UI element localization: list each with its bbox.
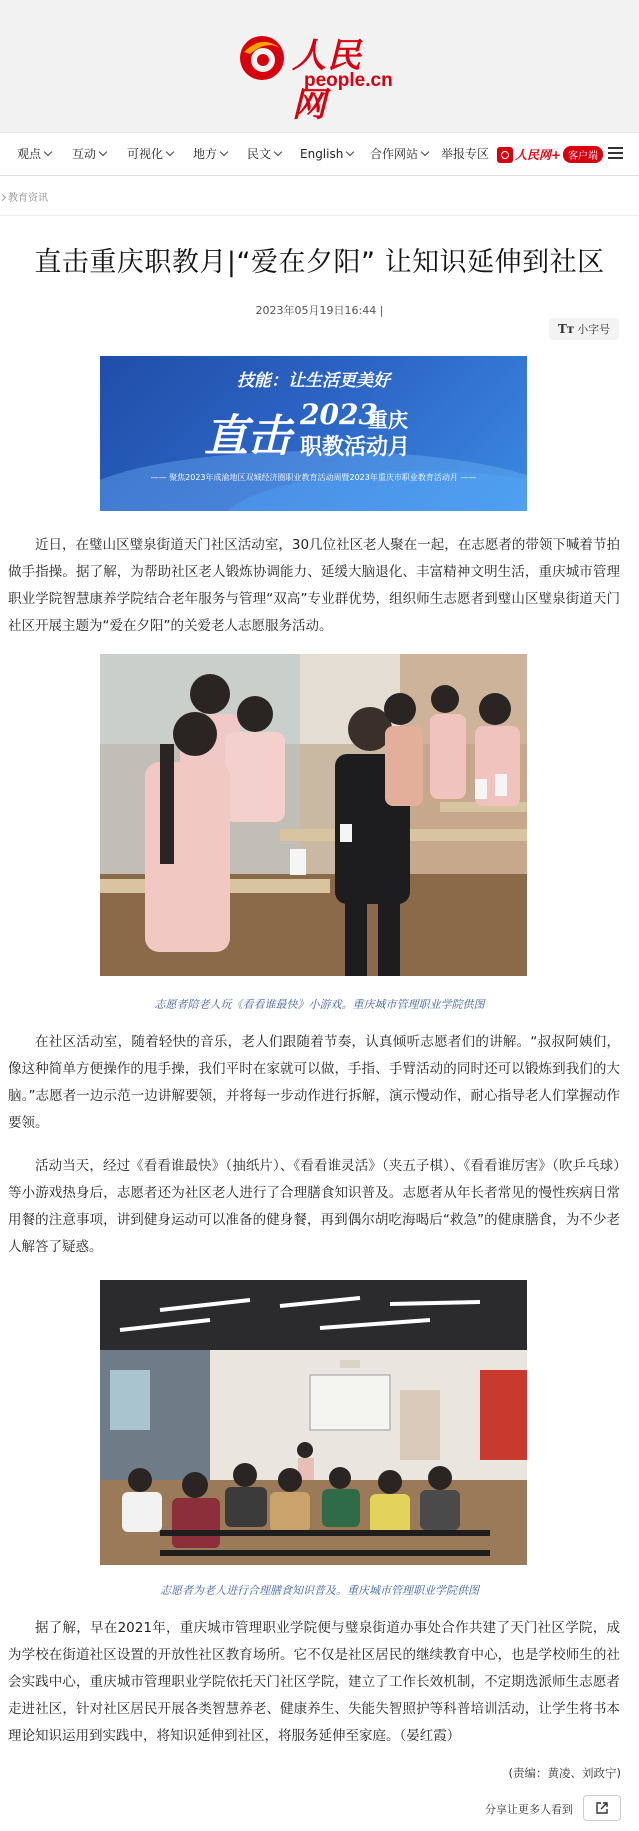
nav-label: 民文 xyxy=(247,147,272,161)
logo-en-text: people.cn xyxy=(304,70,393,91)
banner-headline: 直击 xyxy=(204,411,290,462)
chevron-down-icon xyxy=(44,148,52,156)
article-paragraph: 据了解，早在2021年，重庆城市管理职业学院便与璧泉街道办事处合作共建了天门社区学院，成为学校在街道社区设置的开放性社区教育场所。它不仅是社区居民的继续教育中心，也是学校师生的社会实践中心，重庆城市管理职业学院依托天门社区学院，建立了工作长效机制，不定期选派师生志愿者走进社区，针对社区居民开展各类智慧养老、健康养生、失能失智照护等科普培训活动，让学生将书本理论知识运用到实践中，将知识延伸到社区，将服务延伸至家庭。（晏红霞） xyxy=(8,1620,620,1744)
publish-date: 2023年05月19日16:44 | xyxy=(255,304,384,317)
people-logo-icon xyxy=(236,32,288,84)
nav-item-english[interactable] xyxy=(300,133,353,175)
banner-city: 重庆 xyxy=(368,408,408,432)
photo-caption: 志愿者为老人进行合理膳食知识普及。重庆城市管理职业学院供图 xyxy=(160,1584,479,1597)
logo-cn-text: 人民网 xyxy=(292,36,362,125)
site-header xyxy=(0,0,639,132)
nav-item-local[interactable] xyxy=(193,133,227,175)
client-badge: 客户端 xyxy=(563,146,603,163)
editor-credit: (责编：黄凌、刘政宁) xyxy=(508,1766,621,1780)
nav-item-visual[interactable] xyxy=(127,133,173,175)
divider xyxy=(0,215,639,216)
breadcrumb-label: 教育资讯 xyxy=(8,193,48,204)
chevron-down-icon xyxy=(421,148,429,156)
chevron-down-icon xyxy=(274,148,282,156)
chevron-down-icon xyxy=(99,148,107,156)
banner-slogan: 技能：让生活更美好 xyxy=(237,371,390,391)
main-nav xyxy=(0,132,639,176)
font-size-toggle[interactable] xyxy=(549,318,619,340)
font-size-icon: Tт xyxy=(557,322,575,336)
chevron-right-icon xyxy=(0,194,6,201)
photo-volunteers-game xyxy=(100,654,527,976)
article-paragraph: 近日，在璧山区璧泉街道天门社区活动室，30几位社区老人聚在一起，在志愿者的带领下喊着节拍做手指操。据了解，为帮助社区老人锻炼协调能力、延缓大脑退化、丰富精神文明生活，重庆城市管理职业学院智慧康养学院结合老年服务与管理“双高”专业群优势，组织师生志愿者到璧山区璧泉街道天门社区开展主题为“爱在夕阳”的关爱老人志愿服务活动。 xyxy=(8,537,620,634)
site-logo[interactable] xyxy=(236,28,396,125)
article-title: 直击重庆职教月|“爱在夕阳” 让知识延伸到社区 xyxy=(34,247,605,278)
client-download-link[interactable] xyxy=(497,144,603,164)
nav-label: 可视化 xyxy=(127,147,164,161)
photo-nutrition-lecture xyxy=(100,1280,527,1565)
font-size-label: 小字号 xyxy=(577,323,611,336)
nav-item-opinion[interactable] xyxy=(17,133,51,175)
banner-month: 职教活动月 xyxy=(300,435,411,460)
article-photo-game xyxy=(100,654,527,976)
nav-item-ethnic[interactable] xyxy=(247,133,281,175)
people-app-icon xyxy=(497,147,513,163)
share-button[interactable] xyxy=(583,1795,621,1821)
hamburger-icon[interactable] xyxy=(608,147,623,160)
nav-label: English xyxy=(300,147,344,161)
chevron-down-icon xyxy=(346,148,354,156)
chevron-down-icon xyxy=(166,148,174,156)
chevron-down-icon xyxy=(220,148,228,156)
nav-item-partners[interactable] xyxy=(370,133,428,175)
event-banner xyxy=(100,356,527,511)
banner-year: 2023 xyxy=(300,398,378,431)
nav-label: 举报专区 xyxy=(441,147,490,161)
article-paragraph: 在社区活动室，随着轻快的音乐，老人们跟随着节奏，认真倾听志愿者们的讲解。“叔叔阿姨们，像这种简单方便操作的甩手操，我们平时在家就可以做，手指、手臂活动的同时还可以锻炼到我们的大脑。”志愿者一边示范一边讲解要领，并将每一步动作进行拆解，演示慢动作，耐心指导老人们掌握动作要领。 xyxy=(8,1034,620,1131)
nav-label: 地方 xyxy=(193,147,218,161)
breadcrumb[interactable] xyxy=(0,189,48,204)
share-text: 分享让更多人看到 xyxy=(485,1803,573,1816)
nav-label: 观点 xyxy=(17,147,42,161)
nav-item-interaction[interactable] xyxy=(72,133,106,175)
nav-label: 合作网站 xyxy=(370,147,419,161)
share-icon xyxy=(595,1801,609,1815)
article-photo-lecture xyxy=(100,1280,527,1565)
nav-item-report[interactable] xyxy=(441,133,489,175)
banner-subtitle: —— 聚焦2023年成渝地区双城经济圈职业教育活动周暨2023年重庆市职业教育活动月 —— xyxy=(150,473,477,482)
nav-label: 互动 xyxy=(72,147,97,161)
photo-caption: 志愿者陪老人玩《看看谁最快》小游戏。重庆城市管理职业学院供图 xyxy=(154,998,485,1011)
client-logo-text: 人民网+ xyxy=(515,148,562,162)
article-paragraph: 活动当天，经过《看看谁最快》（抽纸片）、《看看谁灵活》（夹五子棋）、《看看谁厉害》（吹乒乓球）等小游戏热身后，志愿者还为社区老人进行了合理膳食知识普及。志愿者从年长者常见的慢性疾病日常用餐的注意事项，讲到健身运动可以准备的健身餐，再到偶尔胡吃海喝后“救急”的健康膳食，为不少老人解答了疑惑。 xyxy=(8,1158,620,1255)
